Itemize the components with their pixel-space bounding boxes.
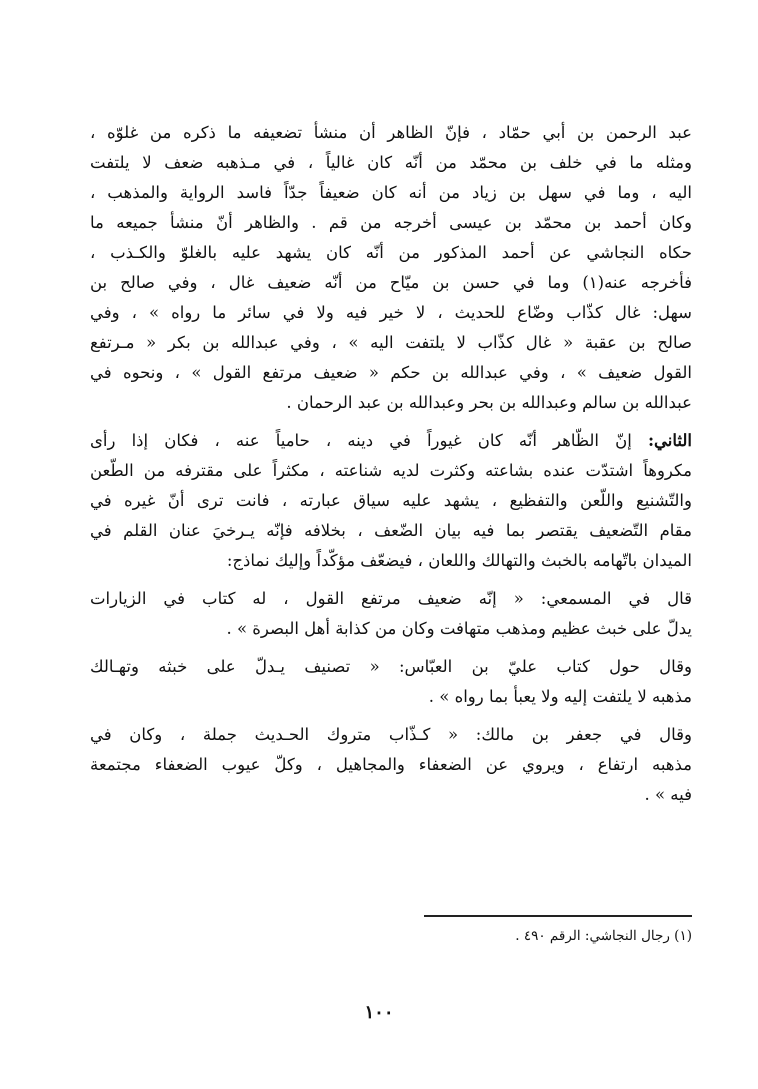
text-line: فيه » . <box>644 785 692 804</box>
text-line: وقال في جعفر بن مالك: « كـذّاب متروك الحـديث جملة ، وكان في <box>90 725 692 744</box>
text-line: ومثله ما في خلف بن محمّد من أنّه كان غالياً ، في مـذهبه ضعف لا يلتفت <box>90 153 692 172</box>
footnote-divider <box>424 915 692 917</box>
text-line: عبد الرحمن بن أبي حمّاد ، فإنّ الظاهر أن منشأ تضعيفه ما ذكره من غلوّه ، <box>90 123 692 142</box>
text-line: وقال حول كتاب عليّ بن العبّاس: « تصنيف يـدلّ على خبثه وتهـالك <box>90 657 692 676</box>
text-line: مقام التّضعيف يقتصر بما فيه بيان الضّعف ، بخلافه فإنّه يـرخيَ عنان القلم في <box>90 521 692 540</box>
text-line-content: إنّ الظّاهر أنّه كان غيوراً في دينه ، حامياً عنه ، فكان إذا رأى <box>90 431 632 450</box>
text-line: القول ضعيف » ، وفي عبدالله بن حكم « ضعيف مرتفع القول » ، ونحوه في <box>90 363 692 382</box>
text-line: مكروهاً اشتدّت عنده بشاعته وكثرت لديه شناعته ، مكثراً على مقترفه من الطّعن <box>90 461 692 480</box>
text-line: مذهبه ارتفاع ، ويروي عن الضعفاء والمجاهيل ، وكلّ عيوب الضعفاء مجتمعة <box>90 755 692 774</box>
text-line <box>90 426 692 456</box>
text-line: يدلّ على خبث عظيم ومذهب متهافت وكان من كذابة أهل البصرة » . <box>226 619 692 638</box>
paragraph-3 <box>90 584 692 644</box>
paragraph-lead: الثاني: <box>647 431 692 450</box>
text-line: فأخرجه عنه(١) وما في حسن بن ميّاح من أنّه ضعيف غال ، وفي صالح بن <box>90 273 692 292</box>
text-line: وكان أحمد بن محمّد بن عيسى أخرجه من قم . والظاهر أنّ منشأ جميعه ما <box>90 213 692 232</box>
text-line: صالح بن عقبة « غال كذّاب لا يلتفت اليه » ، وفي عبدالله بن بكر « مـرتفع <box>90 333 692 352</box>
paragraph-4 <box>90 652 692 712</box>
text-line: الميدان باتّهامه بالخبث والتهالك واللعان ، فيضعّف مؤكّداً وإليك نماذج: <box>226 551 692 570</box>
text-line: عبدالله بن سالم وعبدالله بن بحر وعبدالله بن عبد الرحمان . <box>286 393 692 412</box>
paragraph-5 <box>90 720 692 810</box>
text-line: حكاه النجاشي عن أحمد المذكور من أنّه كان يشهد عليه بالغلوّ والكـذب ، <box>90 243 692 262</box>
text-line: اليه ، وما في سهل بن زياد من أنه كان ضعيفاً جدّاً فاسد الرواية والمذهب ، <box>90 183 692 202</box>
text-line: قال في المسمعي: « إنّه ضعيف مرتفع القول ، له كتاب في الزيارات <box>90 589 692 608</box>
text-line: والتّشنيع واللّعن والتفظيع ، يشهد عليه سياق عبارته ، فانت ترى أنّ غيره في <box>90 491 692 510</box>
page-number: ١٠٠ <box>364 1002 394 1023</box>
text-line: مذهبه لا يلتفت إليه ولا يعبأ بما رواه » . <box>428 687 692 706</box>
paragraph-1 <box>90 118 692 418</box>
page-body <box>90 118 692 818</box>
paragraph-2 <box>90 426 692 576</box>
text-line: سهل: غال كذّاب وضّاع للحديث ، لا خير فيه ولا في سائر ما رواه » ، وفي <box>90 303 692 322</box>
footnote: (١) رجال النجاشي: الرقم ٤٩٠ . <box>515 928 692 944</box>
